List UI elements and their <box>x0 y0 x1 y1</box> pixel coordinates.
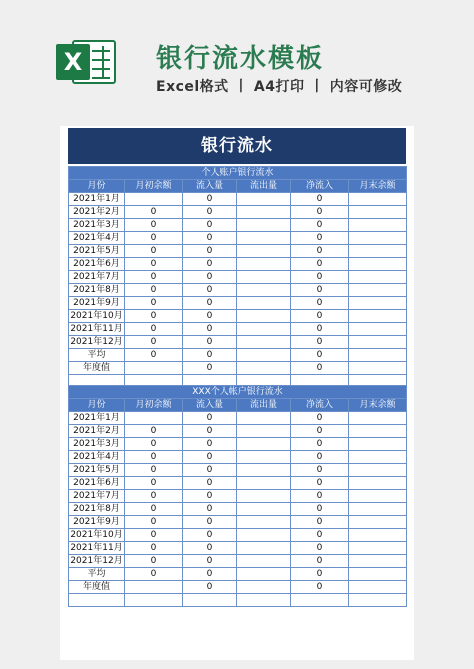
table-cell[interactable] <box>125 594 183 607</box>
table-row <box>69 258 407 271</box>
table-cell[interactable]: 0 <box>125 232 183 245</box>
table-cell[interactable] <box>237 490 291 503</box>
table-cell[interactable] <box>237 581 291 594</box>
table-cell[interactable]: 0 <box>291 258 349 271</box>
table-caption: 个人账户银行流水 <box>69 167 407 180</box>
table-cell[interactable] <box>237 271 291 284</box>
table-cell[interactable] <box>349 336 407 349</box>
table-cell[interactable]: 0 <box>291 219 349 232</box>
table-cell[interactable] <box>349 425 407 438</box>
table-row <box>69 245 407 258</box>
table-row <box>69 323 407 336</box>
table-cell[interactable]: 0 <box>183 336 237 349</box>
table-cell[interactable] <box>237 245 291 258</box>
table-cell[interactable]: 0 <box>125 245 183 258</box>
table-cell[interactable]: 0 <box>125 542 183 555</box>
table-cell[interactable]: 0 <box>291 206 349 219</box>
table-cell[interactable]: 2021年7月 <box>69 490 125 503</box>
column-header: 月初余额 <box>125 399 183 412</box>
table-cell[interactable] <box>237 193 291 206</box>
table-cell[interactable]: 0 <box>183 581 237 594</box>
table-cell[interactable]: 0 <box>291 232 349 245</box>
table-cell[interactable]: 0 <box>291 349 349 362</box>
table-cell[interactable]: 0 <box>291 412 349 425</box>
table-row <box>69 568 407 581</box>
table-row <box>69 516 407 529</box>
table-caption: XXX个人帐户银行流水 <box>69 386 407 399</box>
table-cell[interactable]: 2021年4月 <box>69 451 125 464</box>
table-cell[interactable]: 0 <box>125 206 183 219</box>
table-row <box>69 284 407 297</box>
table-row <box>69 503 407 516</box>
table-cell[interactable]: 2021年8月 <box>69 503 125 516</box>
table-cell[interactable]: 2021年11月 <box>70 323 123 334</box>
table-cell[interactable]: 2021年3月 <box>69 438 125 451</box>
table-row <box>69 310 407 323</box>
table-cell[interactable] <box>349 219 407 232</box>
table-cell[interactable] <box>237 258 291 271</box>
table-row <box>69 451 407 464</box>
table-cell[interactable]: 0 <box>183 206 237 219</box>
table-cell[interactable]: 年度值 <box>69 362 125 375</box>
table-cell[interactable]: 0 <box>291 490 349 503</box>
table-row <box>69 219 407 232</box>
table-cell[interactable]: 0 <box>291 425 349 438</box>
table-cell[interactable] <box>237 412 291 425</box>
table-cell[interactable] <box>349 477 407 490</box>
table-cell[interactable] <box>349 232 407 245</box>
table-cell[interactable] <box>237 438 291 451</box>
table-cell[interactable]: 0 <box>183 438 237 451</box>
column-header: 净流入 <box>291 180 349 193</box>
table-cell[interactable]: 0 <box>291 516 349 529</box>
table-cell[interactable] <box>237 336 291 349</box>
table-cell[interactable] <box>183 594 237 607</box>
table-cell[interactable]: 0 <box>183 258 237 271</box>
column-header: 流出量 <box>237 399 291 412</box>
table-cell[interactable]: 0 <box>291 581 349 594</box>
table-row <box>69 581 407 594</box>
table-row <box>69 477 407 490</box>
table-cell[interactable] <box>349 451 407 464</box>
table-cell[interactable]: 0 <box>183 503 237 516</box>
table-cell[interactable]: 0 <box>291 451 349 464</box>
table-cell[interactable] <box>237 568 291 581</box>
column-header-row <box>69 399 407 412</box>
table-cell[interactable]: 0 <box>183 568 237 581</box>
table-cell[interactable] <box>237 323 291 336</box>
table-cell[interactable] <box>125 362 183 375</box>
column-header: 月末余额 <box>349 180 407 193</box>
table-cell[interactable] <box>237 594 291 607</box>
table-cell[interactable] <box>349 503 407 516</box>
table-cell[interactable] <box>349 245 407 258</box>
table-caption-row <box>69 386 407 399</box>
table-cell[interactable] <box>237 284 291 297</box>
table-cell[interactable] <box>237 451 291 464</box>
statement-table-2 <box>68 385 407 607</box>
table-row <box>69 362 407 375</box>
table-cell[interactable] <box>349 542 407 555</box>
table-cell[interactable] <box>237 529 291 542</box>
table-cell[interactable]: 0 <box>183 310 237 323</box>
table-cell[interactable] <box>349 581 407 594</box>
table-cell[interactable]: 2021年4月 <box>69 232 125 245</box>
table-cell[interactable]: 0 <box>125 568 183 581</box>
table-cell[interactable]: 0 <box>183 425 237 438</box>
table-cell[interactable]: 2021年12月 <box>70 555 123 566</box>
table-cell[interactable] <box>349 271 407 284</box>
table-cell[interactable]: 0 <box>183 271 237 284</box>
table-cell[interactable] <box>237 362 291 375</box>
table-cell[interactable] <box>125 581 183 594</box>
table-cell[interactable]: 0 <box>183 284 237 297</box>
table-cell[interactable] <box>237 349 291 362</box>
table-cell[interactable]: 0 <box>125 451 183 464</box>
table-cell[interactable]: 0 <box>291 503 349 516</box>
spreadsheet-preview <box>60 126 414 660</box>
table-row <box>69 271 407 284</box>
table-cell[interactable]: 0 <box>125 529 183 542</box>
table-cell[interactable]: 2021年11月 <box>70 542 123 553</box>
table-cell[interactable] <box>237 232 291 245</box>
table-cell[interactable]: 0 <box>183 412 237 425</box>
table-row <box>69 206 407 219</box>
table-cell[interactable]: 0 <box>125 258 183 271</box>
table-cell[interactable] <box>349 568 407 581</box>
table-cell[interactable]: 0 <box>125 490 183 503</box>
table-row <box>69 412 407 425</box>
table-cell[interactable] <box>125 193 183 206</box>
table-cell[interactable]: 0 <box>125 297 183 310</box>
table-row <box>69 490 407 503</box>
table-cell[interactable]: 0 <box>291 464 349 477</box>
table-cell[interactable]: 0 <box>291 529 349 542</box>
table-cell[interactable] <box>349 310 407 323</box>
template-subtitle: Excel格式 丨 A4打印 丨 内容可修改 <box>156 79 403 95</box>
table-cell[interactable]: 2021年8月 <box>69 284 125 297</box>
table-cell[interactable] <box>237 425 291 438</box>
table-cell[interactable]: 0 <box>125 323 183 336</box>
table-cell[interactable] <box>349 193 407 206</box>
table-row <box>69 464 407 477</box>
table-row <box>69 542 407 555</box>
sheet-title-banner: 银行流水 <box>68 128 406 164</box>
table-cell[interactable]: 0 <box>291 271 349 284</box>
column-header-row <box>69 180 407 193</box>
table-cell[interactable]: 0 <box>125 425 183 438</box>
table-cell[interactable]: 2021年9月 <box>69 297 125 310</box>
page-header <box>0 0 474 118</box>
table-cell[interactable] <box>349 490 407 503</box>
table-cell[interactable]: 0 <box>125 477 183 490</box>
table-cell[interactable] <box>125 412 183 425</box>
table-cell[interactable] <box>237 206 291 219</box>
table-cell[interactable]: 0 <box>291 193 349 206</box>
table-cell[interactable]: 0 <box>291 245 349 258</box>
table-row <box>69 438 407 451</box>
table-cell[interactable]: 0 <box>125 516 183 529</box>
table-caption-row <box>69 167 407 180</box>
table-cell[interactable] <box>237 310 291 323</box>
table-cell[interactable] <box>237 555 291 568</box>
column-header: 流入量 <box>183 180 237 193</box>
table-cell[interactable]: 2021年5月 <box>69 245 125 258</box>
table-cell[interactable]: 2021年2月 <box>69 425 125 438</box>
table-cell[interactable] <box>237 516 291 529</box>
table-cell[interactable]: 0 <box>183 362 237 375</box>
table-cell[interactable]: 0 <box>291 323 349 336</box>
excel-x-badge: X <box>56 44 90 80</box>
table-cell[interactable]: 2021年1月 <box>69 412 125 425</box>
table-cell[interactable] <box>349 206 407 219</box>
column-header: 净流入 <box>291 399 349 412</box>
statement-table-1 <box>68 166 407 388</box>
table-cell[interactable]: 0 <box>125 438 183 451</box>
table-cell[interactable] <box>237 464 291 477</box>
table-cell[interactable] <box>349 349 407 362</box>
column-header: 月初余额 <box>125 180 183 193</box>
table-cell[interactable]: 0 <box>125 310 183 323</box>
table-row <box>69 232 407 245</box>
table-cell[interactable]: 2021年10月 <box>70 310 123 321</box>
table-cell[interactable]: 0 <box>291 555 349 568</box>
table-cell[interactable] <box>349 297 407 310</box>
table-cell[interactable]: 0 <box>291 336 349 349</box>
table-cell[interactable]: 2021年6月 <box>69 258 125 271</box>
table-row <box>69 425 407 438</box>
table-cell[interactable]: 0 <box>183 529 237 542</box>
table-cell[interactable] <box>349 594 407 607</box>
table-row <box>69 529 407 542</box>
table-row <box>69 193 407 206</box>
table-cell[interactable] <box>237 542 291 555</box>
table-cell[interactable]: 0 <box>183 232 237 245</box>
table-cell[interactable]: 0 <box>125 271 183 284</box>
table-cell[interactable]: 2021年12月 <box>70 336 123 347</box>
table-cell[interactable]: 2021年10月 <box>70 529 123 540</box>
table-cell[interactable]: 0 <box>183 323 237 336</box>
table-cell[interactable]: 2021年3月 <box>69 219 125 232</box>
table-cell[interactable] <box>237 297 291 310</box>
column-header: 月份 <box>69 399 125 412</box>
table-cell[interactable]: 0 <box>125 555 183 568</box>
table-cell[interactable] <box>349 284 407 297</box>
table-cell[interactable]: 0 <box>183 516 237 529</box>
table-cell[interactable] <box>291 594 349 607</box>
table-cell[interactable]: 0 <box>183 219 237 232</box>
table-cell[interactable]: 0 <box>183 490 237 503</box>
table-row <box>69 297 407 310</box>
table-cell[interactable]: 0 <box>125 284 183 297</box>
table-cell[interactable]: 0 <box>183 477 237 490</box>
table-cell[interactable] <box>349 258 407 271</box>
table-cell[interactable] <box>349 464 407 477</box>
table-cell[interactable]: 0 <box>125 349 183 362</box>
column-header: 流入量 <box>183 399 237 412</box>
table-cell[interactable]: 0 <box>125 464 183 477</box>
table-cell[interactable]: 2021年5月 <box>69 464 125 477</box>
table-cell[interactable]: 0 <box>291 284 349 297</box>
table-cell[interactable]: 0 <box>125 219 183 232</box>
table-cell[interactable]: 2021年7月 <box>69 271 125 284</box>
table-cell[interactable]: 0 <box>291 568 349 581</box>
table-cell[interactable]: 2021年2月 <box>69 206 125 219</box>
table-cell[interactable]: 0 <box>183 193 237 206</box>
table-cell[interactable] <box>349 529 407 542</box>
column-header: 月末余额 <box>349 399 407 412</box>
table-cell[interactable]: 平均 <box>69 568 125 581</box>
table-cell[interactable]: 0 <box>183 349 237 362</box>
table-row <box>69 594 407 607</box>
table-cell[interactable]: 0 <box>183 464 237 477</box>
table-cell[interactable]: 0 <box>291 438 349 451</box>
table-row <box>69 336 407 349</box>
table-cell[interactable] <box>237 503 291 516</box>
table-cell[interactable]: 0 <box>291 542 349 555</box>
table-cell[interactable]: 0 <box>183 297 237 310</box>
table-cell[interactable]: 0 <box>291 477 349 490</box>
table-cell[interactable]: 平均 <box>69 349 125 362</box>
table-cell[interactable] <box>237 477 291 490</box>
table-cell[interactable]: 0 <box>125 503 183 516</box>
table-cell[interactable]: 2021年6月 <box>69 477 125 490</box>
table-cell[interactable]: 年度值 <box>69 581 125 594</box>
table-cell[interactable] <box>237 219 291 232</box>
table-cell[interactable] <box>349 412 407 425</box>
template-title: 银行流水模板 <box>156 44 325 74</box>
column-header: 月份 <box>69 180 125 193</box>
table-cell[interactable]: 0 <box>183 542 237 555</box>
column-header: 流出量 <box>237 180 291 193</box>
table-cell[interactable]: 0 <box>291 297 349 310</box>
table-cell[interactable] <box>349 516 407 529</box>
table-cell[interactable] <box>349 323 407 336</box>
table-cell[interactable] <box>349 555 407 568</box>
table-cell[interactable]: 0 <box>183 555 237 568</box>
table-cell[interactable] <box>349 362 407 375</box>
table-cell[interactable]: 0 <box>183 451 237 464</box>
table-row <box>69 349 407 362</box>
table-cell[interactable]: 2021年1月 <box>69 193 125 206</box>
table-cell[interactable] <box>69 594 125 607</box>
table-cell[interactable]: 0 <box>291 362 349 375</box>
table-cell[interactable]: 0 <box>183 245 237 258</box>
table-cell[interactable]: 0 <box>291 310 349 323</box>
table-cell[interactable]: 0 <box>125 336 183 349</box>
table-cell[interactable]: 2021年9月 <box>69 516 125 529</box>
table-cell[interactable] <box>349 438 407 451</box>
excel-logo-icon <box>56 38 118 86</box>
table-row <box>69 555 407 568</box>
